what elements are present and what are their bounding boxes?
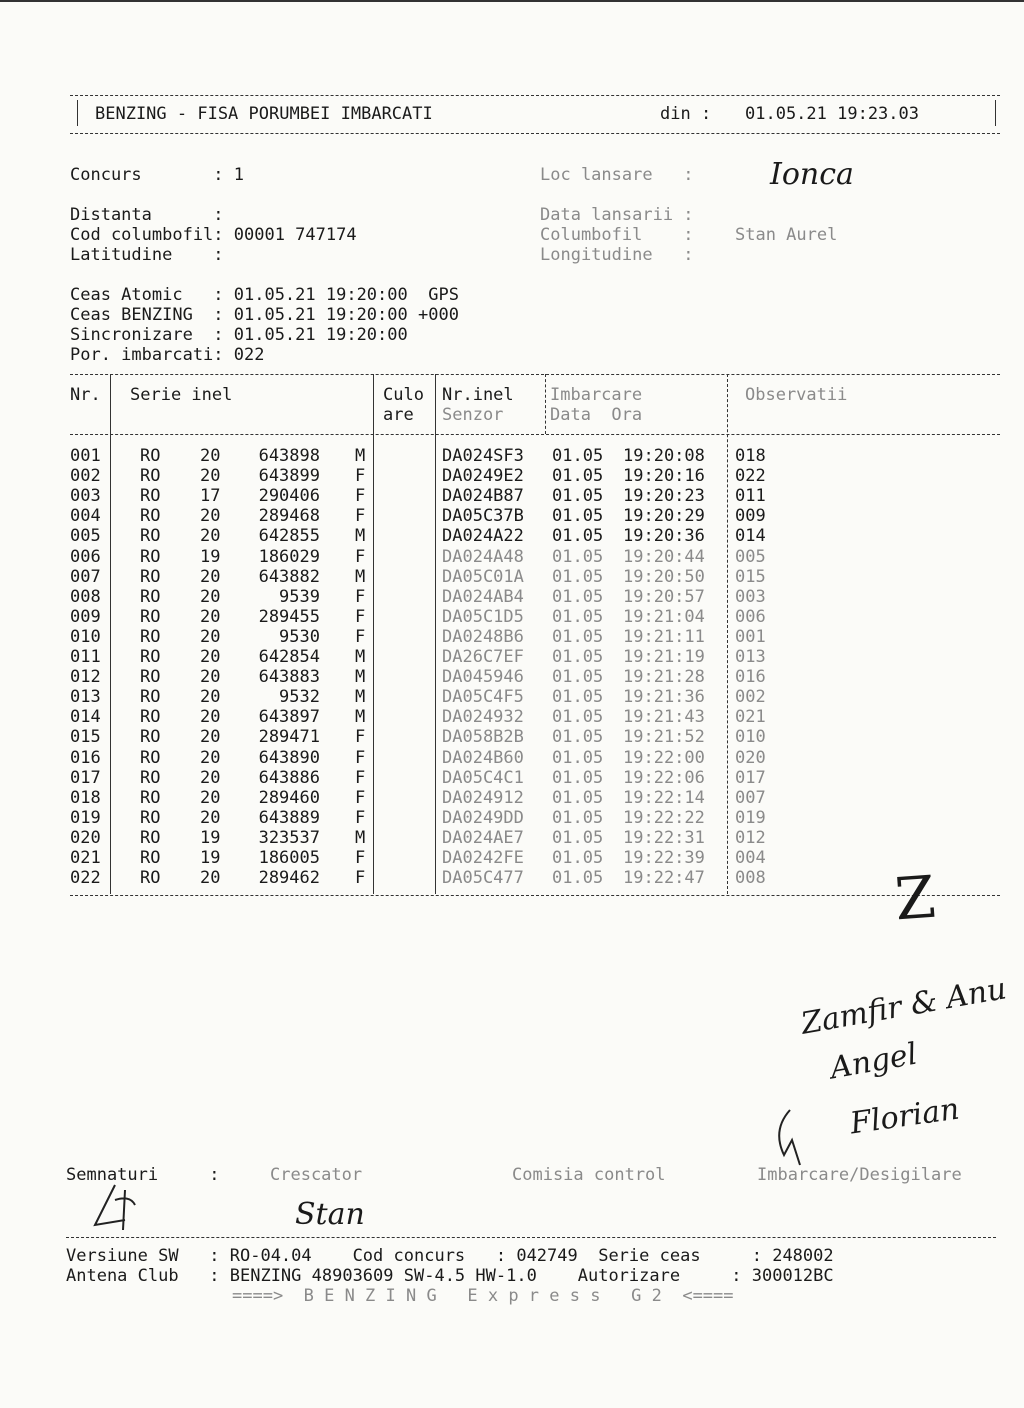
cell-country: RO (140, 848, 161, 868)
latitudine-field: Latitudine : (70, 245, 224, 265)
cell-country: RO (140, 526, 161, 547)
cell-date: 01.05 (552, 626, 604, 647)
cell-ring-number: 289462 (258, 868, 320, 889)
cell-year: 19 (200, 848, 221, 868)
cell-sex: F (355, 848, 366, 868)
cell-year: 20 (200, 466, 221, 487)
cell-country: RO (140, 566, 161, 587)
cell-date: 01.05 (552, 868, 604, 889)
col-header-imbarcare-1: Imbarcare (550, 385, 643, 405)
col-separator-3 (435, 374, 436, 894)
cell-ring-number: 9539 (279, 586, 320, 607)
col-separator-4 (545, 374, 546, 434)
cell-country: RO (140, 807, 161, 828)
cell-ring-number: 642854 (258, 647, 320, 667)
cell-nr: 021 (70, 848, 101, 868)
cell-sex: M (355, 827, 366, 848)
cell-sensor-ring: DA0242FE (442, 848, 524, 868)
cell-country: RO (140, 687, 161, 708)
cell-time: 19:22:47 (623, 868, 705, 889)
imbarcare-desigilare-label: Imbarcare/Desigilare (757, 1165, 962, 1185)
col-header-culoare-1: Culo (383, 385, 424, 405)
cell-date: 01.05 (552, 787, 604, 808)
cell-year: 20 (200, 586, 221, 607)
table-bottom-rule (70, 895, 1000, 896)
cell-time: 19:20:08 (623, 446, 705, 466)
concurs-field: Concurs : 1 (70, 165, 244, 185)
cell-observatii: 004 (735, 848, 766, 868)
cell-ring-number: 289471 (258, 727, 320, 748)
cell-ring-number: 643899 (258, 466, 320, 487)
cell-time: 19:20:23 (623, 486, 705, 507)
cell-country: RO (140, 546, 161, 567)
cell-country: RO (140, 747, 161, 768)
cell-observatii: 020 (735, 747, 766, 768)
cell-ring-number: 643897 (258, 707, 320, 728)
cell-nr: 010 (70, 626, 101, 647)
cell-ring-number: 9532 (279, 687, 320, 708)
cell-country: RO (140, 868, 161, 889)
cell-nr: 018 (70, 787, 101, 808)
cell-ring-number: 643889 (258, 807, 320, 828)
cell-nr: 003 (70, 486, 101, 507)
cell-ring-number: 643882 (258, 566, 320, 587)
table-top-rule (70, 374, 1000, 375)
cell-observatii: 009 (735, 506, 766, 527)
cell-year: 20 (200, 526, 221, 547)
cell-ring-number: 643898 (258, 446, 320, 466)
col-header-observatii: Observatii (745, 385, 848, 405)
date-label: din : (660, 104, 712, 124)
cell-country: RO (140, 466, 161, 487)
cell-date: 01.05 (552, 466, 604, 487)
cell-sensor-ring: DA0249E2 (442, 466, 524, 487)
cell-sensor-ring: DA045946 (442, 667, 524, 688)
cell-sex: F (355, 606, 366, 627)
table-header-rule (70, 434, 1000, 435)
cell-sensor-ring: DA058B2B (442, 727, 524, 748)
columbofil-name: Stan Aurel (735, 225, 838, 245)
cell-ring-number: 186005 (258, 848, 320, 868)
cell-country: RO (140, 586, 161, 607)
cell-nr: 020 (70, 827, 101, 848)
cell-nr: 004 (70, 506, 101, 527)
cell-sensor-ring: DA024B60 (442, 747, 524, 768)
cell-nr: 007 (70, 566, 101, 587)
cell-year: 20 (200, 606, 221, 627)
cell-ring-number: 9530 (279, 626, 320, 647)
cell-sex: F (355, 486, 366, 507)
col-header-imbarcare-2: Data Ora (550, 405, 643, 425)
cell-sex: F (355, 546, 366, 567)
cell-ring-number: 186029 (258, 546, 320, 567)
col-header-serie-inel: Serie inel (130, 385, 233, 405)
cell-date: 01.05 (552, 546, 604, 567)
cell-year: 20 (200, 647, 221, 667)
cell-observatii: 021 (735, 707, 766, 728)
cell-nr: 012 (70, 667, 101, 688)
cell-nr: 009 (70, 606, 101, 627)
loc-lansare-handwritten: Ionca (770, 157, 854, 192)
header-top-rule (70, 95, 1000, 96)
cell-country: RO (140, 606, 161, 627)
cell-time: 19:22:31 (623, 827, 705, 848)
footer-benzing-express: ====> B E N Z I N G E x p r e s s G 2 <==== (232, 1286, 734, 1306)
cell-observatii: 019 (735, 807, 766, 828)
cell-nr: 022 (70, 868, 101, 889)
cell-ring-number: 289468 (258, 506, 320, 527)
cell-nr: 011 (70, 647, 101, 667)
cell-observatii: 008 (735, 868, 766, 889)
header-right-bar (995, 100, 996, 126)
cell-ring-number: 643886 (258, 767, 320, 788)
cell-year: 20 (200, 868, 221, 889)
cell-sex: F (355, 466, 366, 487)
cell-date: 01.05 (552, 526, 604, 547)
cell-sex: F (355, 807, 366, 828)
cell-ring-number: 289460 (258, 787, 320, 808)
footer-versiune-line: Versiune SW : RO-04.04 Cod concurs : 042749 Serie ceas : 248002 (66, 1246, 834, 1266)
cell-sensor-ring: DA024A48 (442, 546, 524, 567)
cell-nr: 019 (70, 807, 101, 828)
comisia-signature-3: Florian (848, 1091, 962, 1142)
cell-year: 20 (200, 687, 221, 708)
cell-observatii: 010 (735, 727, 766, 748)
cell-country: RO (140, 767, 161, 788)
cell-sensor-ring: DA05C4C1 (442, 767, 524, 788)
cell-date: 01.05 (552, 446, 604, 466)
handwritten-z-mark: Z (892, 862, 938, 934)
cell-nr: 015 (70, 727, 101, 748)
cell-sensor-ring: DA05C477 (442, 868, 524, 889)
cell-year: 20 (200, 626, 221, 647)
cell-observatii: 013 (735, 647, 766, 667)
cell-date: 01.05 (552, 747, 604, 768)
footer-antena-line: Antena Club : BENZING 48903609 SW-4.5 HW-1.0 Autorizare : 300012BC (66, 1266, 834, 1286)
cell-sensor-ring: DA024B87 (442, 486, 524, 507)
cell-date: 01.05 (552, 807, 604, 828)
cod-columbofil-field: Cod columbofil: 00001 747174 (70, 225, 357, 245)
cell-date: 01.05 (552, 586, 604, 607)
cell-nr: 002 (70, 466, 101, 487)
col-separator-1 (110, 374, 111, 894)
document-title: BENZING - FISA PORUMBEI IMBARCATI (95, 104, 433, 124)
cell-sex: M (355, 526, 366, 547)
cell-nr: 017 (70, 767, 101, 788)
cell-sensor-ring: DA024AE7 (442, 827, 524, 848)
cell-observatii: 015 (735, 566, 766, 587)
cell-observatii: 012 (735, 827, 766, 848)
cell-sex: F (355, 506, 366, 527)
cell-date: 01.05 (552, 566, 604, 587)
cell-sex: M (355, 687, 366, 708)
cell-country: RO (140, 486, 161, 507)
cell-time: 19:20:29 (623, 506, 705, 527)
cell-date: 01.05 (552, 827, 604, 848)
cell-time: 19:21:28 (623, 667, 705, 688)
cell-time: 19:20:16 (623, 466, 705, 487)
crescator-signature: Stan (295, 1197, 365, 1232)
print-datetime: 01.05.21 19:23.03 (745, 104, 919, 124)
cell-year: 20 (200, 807, 221, 828)
cell-year: 20 (200, 506, 221, 527)
cell-sensor-ring: DA024932 (442, 707, 524, 728)
cell-observatii: 017 (735, 767, 766, 788)
ceas-benzing-field: Ceas BENZING : 01.05.21 19:20:00 +000 (70, 305, 459, 325)
cell-sensor-ring: DA024AB4 (442, 586, 524, 607)
cell-date: 01.05 (552, 506, 604, 527)
cell-time: 19:22:14 (623, 787, 705, 808)
cell-sex: F (355, 787, 366, 808)
cell-observatii: 005 (735, 546, 766, 567)
cell-observatii: 002 (735, 687, 766, 708)
cell-sex: M (355, 667, 366, 688)
cell-nr: 016 (70, 747, 101, 768)
cell-sex: F (355, 747, 366, 768)
cell-country: RO (140, 506, 161, 527)
footer-top-rule (66, 1237, 996, 1238)
cell-time: 19:22:39 (623, 848, 705, 868)
cell-observatii: 011 (735, 486, 766, 507)
cell-date: 01.05 (552, 707, 604, 728)
cell-date: 01.05 (552, 667, 604, 688)
cell-ring-number: 290406 (258, 486, 320, 507)
cell-sex: M (355, 566, 366, 587)
cell-time: 19:20:44 (623, 546, 705, 567)
cell-nr: 001 (70, 446, 101, 466)
cell-year: 20 (200, 566, 221, 587)
cell-sex: M (355, 647, 366, 667)
scan-top-edge (0, 0, 1024, 2)
cell-observatii: 018 (735, 446, 766, 466)
col-separator-5 (727, 374, 728, 894)
cell-sensor-ring: DA024912 (442, 787, 524, 808)
cell-year: 20 (200, 667, 221, 688)
cell-observatii: 014 (735, 526, 766, 547)
cell-observatii: 001 (735, 626, 766, 647)
cell-time: 19:21:11 (623, 626, 705, 647)
cell-observatii: 022 (735, 466, 766, 487)
cell-year: 19 (200, 546, 221, 567)
columbofil-label: Columbofil : (540, 225, 694, 245)
col-header-nr-inel-2: Senzor (442, 405, 504, 425)
cell-ring-number: 643883 (258, 667, 320, 688)
cell-sensor-ring: DA26C7EF (442, 647, 524, 667)
cell-ring-number: 289455 (258, 606, 320, 627)
cell-year: 19 (200, 827, 221, 848)
cell-sensor-ring: DA05C1D5 (442, 606, 524, 627)
cell-country: RO (140, 727, 161, 748)
longitudine-label: Longitudine : (540, 245, 694, 265)
cell-observatii: 003 (735, 586, 766, 607)
cell-time: 19:22:22 (623, 807, 705, 828)
cell-observatii: 016 (735, 667, 766, 688)
col-header-culoare-2: are (383, 405, 414, 425)
cell-year: 20 (200, 446, 221, 466)
cell-ring-number: 643890 (258, 747, 320, 768)
cell-country: RO (140, 647, 161, 667)
comisia-control-label: Comisia control (512, 1165, 666, 1185)
cell-time: 19:20:57 (623, 586, 705, 607)
cell-sex: M (355, 446, 366, 466)
comisia-signature-1: Zamfir & Anu (798, 971, 1009, 1042)
cell-year: 20 (200, 747, 221, 768)
cell-sex: F (355, 767, 366, 788)
cell-year: 20 (200, 787, 221, 808)
cell-country: RO (140, 667, 161, 688)
cell-time: 19:22:00 (623, 747, 705, 768)
cell-time: 19:20:50 (623, 566, 705, 587)
cell-sensor-ring: DA0248B6 (442, 626, 524, 647)
col-header-nr: Nr. (70, 385, 101, 405)
ceas-atomic-field: Ceas Atomic : 01.05.21 19:20:00 GPS (70, 285, 459, 305)
cell-time: 19:21:19 (623, 647, 705, 667)
crescator-label: Crescator (270, 1165, 363, 1185)
data-lansarii-label: Data lansarii : (540, 205, 694, 225)
cell-time: 19:22:06 (623, 767, 705, 788)
cell-observatii: 006 (735, 606, 766, 627)
porumbei-imbarcati-field: Por. imbarcati: 022 (70, 345, 265, 365)
cell-sensor-ring: DA024A22 (442, 526, 524, 547)
cell-sex: M (355, 707, 366, 728)
cell-date: 01.05 (552, 727, 604, 748)
header-bottom-rule (70, 133, 1000, 134)
cell-year: 20 (200, 707, 221, 728)
cell-ring-number: 642855 (258, 526, 320, 547)
cell-sensor-ring: DA05C37B (442, 506, 524, 527)
cell-sex: F (355, 626, 366, 647)
header-left-bar (77, 100, 78, 126)
col-header-nr-inel-1: Nr.inel (442, 385, 514, 405)
cell-country: RO (140, 827, 161, 848)
cell-nr: 005 (70, 526, 101, 547)
cell-date: 01.05 (552, 767, 604, 788)
cell-sex: F (355, 727, 366, 748)
cell-sex: F (355, 586, 366, 607)
signature-scribble (770, 1100, 830, 1170)
cell-ring-number: 323537 (258, 827, 320, 848)
cell-sensor-ring: DA05C4F5 (442, 687, 524, 708)
cell-nr: 008 (70, 586, 101, 607)
cell-country: RO (140, 626, 161, 647)
cell-time: 19:21:36 (623, 687, 705, 708)
cell-nr: 006 (70, 546, 101, 567)
sincronizare-field: Sincronizare : 01.05.21 19:20:00 (70, 325, 408, 345)
cell-nr: 014 (70, 707, 101, 728)
loc-lansare-label: Loc lansare : (540, 165, 694, 185)
cell-time: 19:21:43 (623, 707, 705, 728)
cell-sensor-ring: DA0249DD (442, 807, 524, 828)
cell-country: RO (140, 787, 161, 808)
cell-observatii: 007 (735, 787, 766, 808)
semnaturi-label: Semnaturi : (66, 1165, 220, 1185)
cell-date: 01.05 (552, 606, 604, 627)
cell-date: 01.05 (552, 486, 604, 507)
cell-country: RO (140, 446, 161, 466)
distanta-field: Distanta : (70, 205, 224, 225)
cell-time: 19:21:52 (623, 727, 705, 748)
cell-country: RO (140, 707, 161, 728)
cell-sensor-ring: DA05C01A (442, 566, 524, 587)
cell-year: 17 (200, 486, 221, 507)
cell-date: 01.05 (552, 647, 604, 667)
semnatura-left-scribble (85, 1180, 165, 1240)
cell-date: 01.05 (552, 848, 604, 868)
cell-year: 20 (200, 727, 221, 748)
cell-nr: 013 (70, 687, 101, 708)
comisia-signature-2: Angel (827, 1036, 920, 1087)
cell-year: 20 (200, 767, 221, 788)
cell-date: 01.05 (552, 687, 604, 708)
cell-time: 19:20:36 (623, 526, 705, 547)
cell-time: 19:21:04 (623, 606, 705, 627)
cell-sensor-ring: DA024SF3 (442, 446, 524, 466)
cell-sex: F (355, 868, 366, 889)
